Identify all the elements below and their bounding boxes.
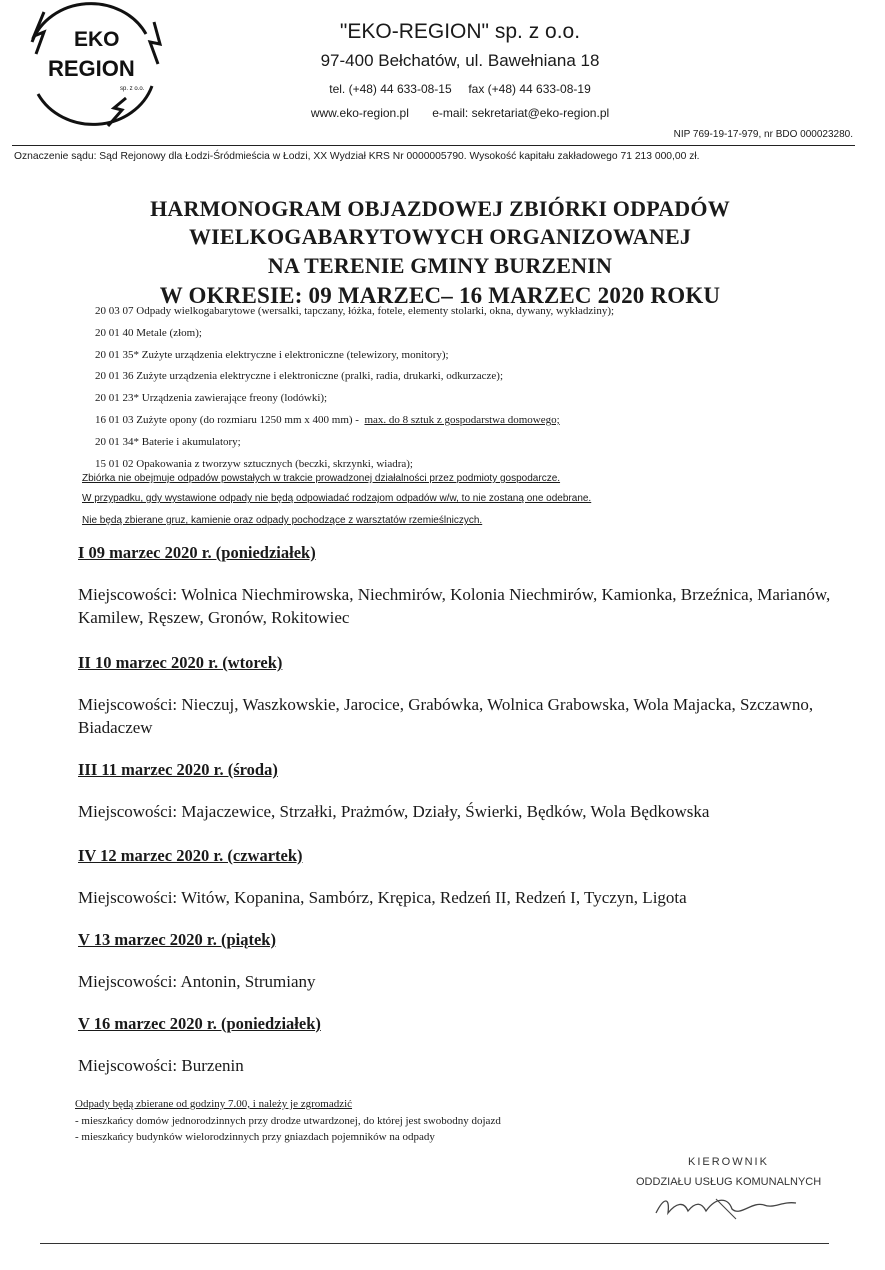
website-link[interactable]: www.eko-region.pl bbox=[310, 106, 409, 120]
schedule-day bbox=[78, 653, 868, 739]
fax-number: fax (+48) 44 633-08-19 bbox=[468, 82, 591, 96]
company-nip: NIP 769-19-17-979, nr BDO 000023280. bbox=[673, 129, 853, 140]
header-divider bbox=[12, 145, 855, 146]
waste-type-item: 20 01 23* Urządzenia zawierające freony (lodówki); bbox=[95, 392, 328, 405]
logo-text-sub: sp. z o.o. bbox=[120, 86, 145, 92]
schedule-day-places: Miejscowości: Majaczewice, Strzałki, Prażmów, Działy, Świerki, Będków, Wola Będkowska bbox=[78, 802, 710, 821]
footer-divider bbox=[40, 1243, 829, 1244]
waste-type-item: 20 01 35* Zużyte urządzenia elektryczne i elektroniczne (telewizory, monitory); bbox=[95, 348, 449, 361]
waste-type-tyres-text: 16 01 03 Zużyte opony (do rozmiaru 1250 mm x 400 mm) - bbox=[95, 413, 359, 426]
company-address: 97-400 Bełchatów, ul. Bawełniana 18 bbox=[320, 51, 600, 70]
tyre-limit-note: max. do 8 sztuk z gospodarstwa domowego; bbox=[364, 413, 560, 426]
schedule-day-places: Miejscowości: Witów, Kopanina, Sambórz, Krępica, Redzeń II, Redzeń I, Tyczyn, Ligota bbox=[78, 888, 687, 907]
schedule-day-heading: III 11 marzec 2020 r. (środa) bbox=[78, 760, 278, 779]
schedule-day bbox=[78, 930, 868, 993]
waste-type-item: 20 03 07 Odpady wielkogabarytowe (wersalki, tapczany, łóżka, fotele, elementy stolarki, okna, dywany, wykładziny); bbox=[95, 305, 615, 317]
exclusion-note: Zbiórka nie obejmuje odpadów powstałych w trakcie prowadzonej działalności przez podmioty gospodarcze. bbox=[82, 473, 561, 484]
waste-types-list bbox=[95, 301, 855, 475]
phone-number: tel. (+48) 44 633-08-15 bbox=[329, 82, 452, 96]
schedule-day-places: Miejscowości: Nieczuj, Waszkowskie, Jarocice, Grabówka, Wolnica Grabowska, Wola Majacka, Szczawno, Biadaczew bbox=[78, 695, 814, 737]
schedule-day-places: Miejscowości: Antonin, Strumiany bbox=[78, 972, 316, 991]
waste-type-item: 15 01 02 Opakowania z tworzyw sztucznych (beczki, skrzynki, wiadra); bbox=[95, 457, 413, 470]
waste-type-item: 20 01 40 Metale (złom); bbox=[95, 326, 202, 339]
stamp-department: ODDZIAŁU USŁUG KOMUNALNYCH bbox=[636, 1176, 822, 1188]
company-name: "EKO-REGION" sp. z o.o. bbox=[339, 20, 581, 43]
schedule-day-heading: II 10 marzec 2020 r. (wtorek) bbox=[78, 653, 283, 672]
company-contact-phone bbox=[240, 82, 680, 96]
schedule-day-heading: V 16 marzec 2020 r. (poniedziałek) bbox=[78, 1014, 321, 1033]
stamp-title: KIEROWNIK bbox=[688, 1156, 769, 1168]
schedule-day-places: Miejscowości: Burzenin bbox=[78, 1056, 244, 1075]
company-contact-web bbox=[240, 106, 680, 120]
schedule-day bbox=[78, 846, 868, 909]
official-stamp bbox=[630, 1156, 830, 1220]
rejection-note: W przypadku, gdy wystawione odpady nie będą odpowiadać rodzajom odpadów w/w, to nie zostaną one odebrane. bbox=[82, 493, 592, 504]
collection-location-item: - mieszkańcy domów jednorodzinnych przy drodze utwardzonej, do której jest swobodny dojazd bbox=[75, 1115, 501, 1127]
court-registration: Oznaczenie sądu: Sąd Rejonowy dla Łodzi-Śródmieścia w Łodzi, XX Wydział KRS Nr 0000005790. Wysokość kapitału zakładowego 71 213 000,00 zł. bbox=[14, 151, 700, 162]
email-address[interactable]: e-mail: sekretariat@eko-region.pl bbox=[432, 106, 610, 120]
logo-text-region: REGION bbox=[48, 56, 135, 81]
schedule-day-heading: IV 12 marzec 2020 r. (czwartek) bbox=[78, 846, 303, 865]
handwritten-signature bbox=[636, 1193, 826, 1221]
logo-text-eko: EKO bbox=[74, 28, 120, 51]
eko-region-logo bbox=[14, 2, 170, 134]
schedule-day-places: Miejscowości: Wolnica Niechmirowska, Niechmirów, Kolonia Niechmirów, Kamionka, Brzeźnica, Marianów, Kamilew, Ręszew, Gronów, Rokitowiec bbox=[78, 585, 831, 627]
document-title-line-1: HARMONOGRAM OBJAZDOWEJ ZBIÓRKI ODPADÓW bbox=[150, 196, 730, 221]
collection-location-item: - mieszkańcy budynków wielorodzinnych przy gniazdach pojemników na odpady bbox=[75, 1131, 435, 1143]
schedule-day bbox=[78, 543, 868, 629]
schedule-day bbox=[78, 1014, 868, 1077]
waste-type-item: 20 01 34* Baterie i akumulatory; bbox=[95, 435, 241, 448]
collection-time-note: Odpady będą zbierane od godziny 7.00, i należy je zgromadzić bbox=[75, 1098, 353, 1110]
schedule-day bbox=[78, 760, 868, 823]
waste-type-item: 20 01 36 Zużyte urządzenia elektryczne i elektroniczne (pralki, radia, drukarki, odkurzacze); bbox=[95, 370, 504, 383]
document-title-line-3: NA TERENIE GMINY BURZENIN bbox=[267, 253, 613, 278]
schedule-day-heading: V 13 marzec 2020 r. (piątek) bbox=[78, 930, 276, 949]
waste-type-item-tyres bbox=[95, 410, 855, 432]
document-title-line-2: WIELKOGABARYTOWYCH ORGANIZOWANEJ bbox=[188, 224, 692, 249]
not-collected-note: Nie będą zbierane gruz, kamienie oraz odpady pochodzące z warsztatów rzemieślniczych. bbox=[82, 515, 483, 526]
document-title-period: W OKRESIE: 09 MARZEC– 16 MARZEC 2020 ROKU bbox=[159, 283, 721, 308]
schedule-day-heading: I 09 marzec 2020 r. (poniedziałek) bbox=[78, 543, 316, 562]
